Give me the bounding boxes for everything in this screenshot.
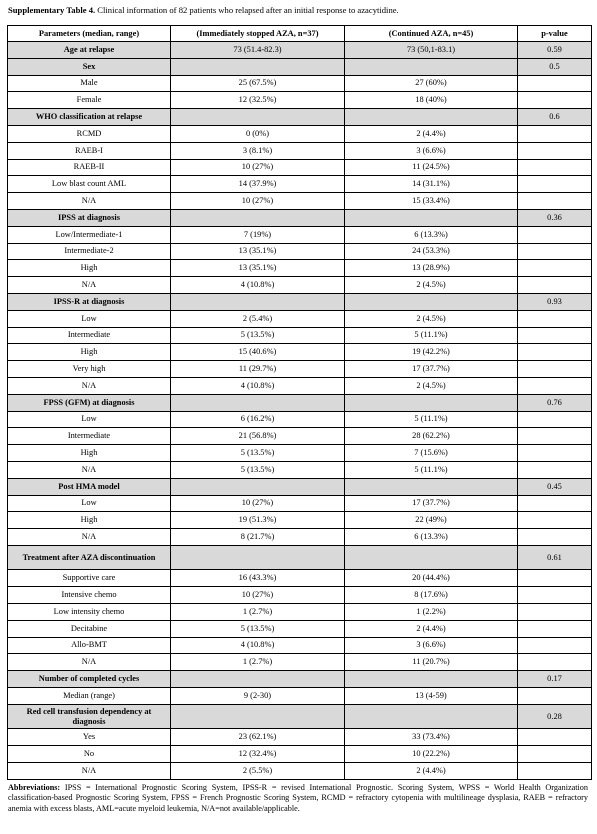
p-value-cell xyxy=(518,445,592,462)
p-value-cell xyxy=(518,620,592,637)
parameter-cell: Low xyxy=(8,411,171,428)
table-row xyxy=(8,461,592,478)
table-row xyxy=(8,411,592,428)
table-row xyxy=(8,428,592,445)
p-value-cell: 0.93 xyxy=(518,293,592,310)
parameter-cell: Intermediate-2 xyxy=(8,243,171,260)
table-header-row xyxy=(8,26,592,42)
parameter-cell: Median (range) xyxy=(8,687,171,704)
continued-aza-cell: 2 (4.4%) xyxy=(345,125,518,142)
parameter-cell: Intensive chemo xyxy=(8,587,171,604)
parameter-cell: Allo-BMT xyxy=(8,637,171,654)
parameter-cell: High xyxy=(8,445,171,462)
stopped-aza-cell: 13 (35.1%) xyxy=(171,260,345,277)
stopped-aza-cell: 4 (10.8%) xyxy=(171,277,345,294)
p-value-cell: 0.45 xyxy=(518,478,592,495)
p-value-cell xyxy=(518,512,592,529)
continued-aza-cell: 11 (24.5%) xyxy=(345,159,518,176)
parameter-cell: High xyxy=(8,260,171,277)
stopped-aza-cell: 0 (0%) xyxy=(171,125,345,142)
abbreviations-note xyxy=(8,783,588,814)
p-value-cell xyxy=(518,344,592,361)
parameter-cell: RAEB-I xyxy=(8,142,171,159)
stopped-aza-cell: 3 (8.1%) xyxy=(171,142,345,159)
parameter-cell: N/A xyxy=(8,654,171,671)
parameter-cell: RCMD xyxy=(8,125,171,142)
table-row xyxy=(8,142,592,159)
section-row xyxy=(8,545,592,570)
continued-aza-cell xyxy=(345,58,518,75)
p-value-cell xyxy=(518,604,592,621)
p-value-cell xyxy=(518,461,592,478)
p-value-cell: 0.36 xyxy=(518,209,592,226)
section-row xyxy=(8,209,592,226)
p-value-cell xyxy=(518,495,592,512)
p-value-cell xyxy=(518,142,592,159)
stopped-aza-cell: 1 (2.7%) xyxy=(171,654,345,671)
parameter-cell: Post HMA model xyxy=(8,478,171,495)
parameter-cell: Male xyxy=(8,75,171,92)
p-value-cell xyxy=(518,762,592,779)
continued-aza-cell xyxy=(345,478,518,495)
p-value-cell xyxy=(518,746,592,763)
header-continued-aza: (Continued AZA, n=45) xyxy=(345,26,518,42)
parameter-cell: N/A xyxy=(8,762,171,779)
continued-aza-cell: 17 (37.7%) xyxy=(345,361,518,378)
p-value-cell xyxy=(518,687,592,704)
header-stopped-aza: (Immediately stopped AZA, n=37) xyxy=(171,26,345,42)
parameter-cell: Low blast count AML xyxy=(8,176,171,193)
table-row xyxy=(8,570,592,587)
p-value-cell xyxy=(518,176,592,193)
stopped-aza-cell: 14 (37.9%) xyxy=(171,176,345,193)
abbreviations-text: IPSS = International Prognostic Scoring System, IPSS-R = revised International Prognostic. Scoring System, WPSS = World Health Organization classification-based Prognostic Scoring System, FPSS = French Prognostic Scoring System, RCMD = refractory cytopenia with multilineage dysplasia, RAEB = refractory anemia with excess blasts, AML=acute myeloid leukemia, N/A=not available/applicable. xyxy=(8,783,588,813)
section-row xyxy=(8,293,592,310)
continued-aza-cell: 2 (4.5%) xyxy=(345,310,518,327)
stopped-aza-cell xyxy=(171,109,345,126)
stopped-aza-cell: 9 (2-30) xyxy=(171,687,345,704)
continued-aza-cell: 18 (40%) xyxy=(345,92,518,109)
table-row xyxy=(8,277,592,294)
table-row xyxy=(8,327,592,344)
stopped-aza-cell: 8 (21.7%) xyxy=(171,529,345,546)
parameter-cell: Red cell transfusion dependency at diagnosis xyxy=(8,704,171,729)
p-value-cell xyxy=(518,327,592,344)
table-row xyxy=(8,361,592,378)
p-value-cell: 0.59 xyxy=(518,42,592,59)
continued-aza-cell xyxy=(345,545,518,570)
p-value-cell xyxy=(518,226,592,243)
table-row xyxy=(8,125,592,142)
parameter-cell: Intermediate xyxy=(8,327,171,344)
table-row xyxy=(8,193,592,210)
table-row xyxy=(8,243,592,260)
stopped-aza-cell xyxy=(171,704,345,729)
p-value-cell xyxy=(518,529,592,546)
parameter-cell: FPSS (GFM) at diagnosis xyxy=(8,394,171,411)
table-row xyxy=(8,310,592,327)
continued-aza-cell: 13 (28.9%) xyxy=(345,260,518,277)
continued-aza-cell: 7 (15.6%) xyxy=(345,445,518,462)
stopped-aza-cell xyxy=(171,58,345,75)
parameter-cell: WHO classification at relapse xyxy=(8,109,171,126)
stopped-aza-cell: 4 (10.8%) xyxy=(171,637,345,654)
p-value-cell xyxy=(518,377,592,394)
continued-aza-cell: 3 (6.6%) xyxy=(345,142,518,159)
parameter-cell: Low/Intermediate-1 xyxy=(8,226,171,243)
section-row xyxy=(8,704,592,729)
parameter-cell: N/A xyxy=(8,193,171,210)
stopped-aza-cell: 5 (13.5%) xyxy=(171,327,345,344)
p-value-cell xyxy=(518,193,592,210)
p-value-cell xyxy=(518,428,592,445)
p-value-cell xyxy=(518,277,592,294)
continued-aza-cell: 2 (4.5%) xyxy=(345,277,518,294)
p-value-cell xyxy=(518,729,592,746)
p-value-cell: 0.17 xyxy=(518,671,592,688)
continued-aza-cell: 17 (37.7%) xyxy=(345,495,518,512)
continued-aza-cell: 19 (42.2%) xyxy=(345,344,518,361)
continued-aza-cell: 27 (60%) xyxy=(345,75,518,92)
parameter-cell: N/A xyxy=(8,461,171,478)
parameter-cell: Supportive care xyxy=(8,570,171,587)
stopped-aza-cell xyxy=(171,209,345,226)
continued-aza-cell xyxy=(345,704,518,729)
parameter-cell: IPSS-R at diagnosis xyxy=(8,293,171,310)
stopped-aza-cell: 10 (27%) xyxy=(171,587,345,604)
p-value-cell xyxy=(518,411,592,428)
header-p-value: p-value xyxy=(518,26,592,42)
continued-aza-cell: 2 (4.4%) xyxy=(345,762,518,779)
stopped-aza-cell: 5 (13.5%) xyxy=(171,445,345,462)
parameter-cell: Intermediate xyxy=(8,428,171,445)
table-row xyxy=(8,92,592,109)
table-row xyxy=(8,377,592,394)
p-value-cell xyxy=(518,125,592,142)
parameter-cell: Decitabine xyxy=(8,620,171,637)
section-row xyxy=(8,478,592,495)
section-row xyxy=(8,109,592,126)
stopped-aza-cell: 19 (51.3%) xyxy=(171,512,345,529)
p-value-cell xyxy=(518,310,592,327)
p-value-cell xyxy=(518,260,592,277)
continued-aza-cell xyxy=(345,293,518,310)
stopped-aza-cell: 2 (5.4%) xyxy=(171,310,345,327)
table-row xyxy=(8,529,592,546)
p-value-cell xyxy=(518,587,592,604)
table-row xyxy=(8,687,592,704)
table-row xyxy=(8,344,592,361)
section-row xyxy=(8,42,592,59)
stopped-aza-cell: 10 (27%) xyxy=(171,495,345,512)
clinical-info-table xyxy=(7,25,592,780)
p-value-cell xyxy=(518,637,592,654)
continued-aza-cell: 2 (4.5%) xyxy=(345,377,518,394)
continued-aza-cell: 20 (44.4%) xyxy=(345,570,518,587)
continued-aza-cell: 13 (4-59) xyxy=(345,687,518,704)
table-row xyxy=(8,512,592,529)
stopped-aza-cell: 2 (5.5%) xyxy=(171,762,345,779)
continued-aza-cell: 5 (11.1%) xyxy=(345,411,518,428)
p-value-cell: 0.76 xyxy=(518,394,592,411)
table-row xyxy=(8,637,592,654)
stopped-aza-cell: 12 (32.4%) xyxy=(171,746,345,763)
parameter-cell: Yes xyxy=(8,729,171,746)
continued-aza-cell xyxy=(345,209,518,226)
continued-aza-cell: 2 (4.4%) xyxy=(345,620,518,637)
p-value-cell xyxy=(518,570,592,587)
table-row xyxy=(8,762,592,779)
parameter-cell: RAEB-II xyxy=(8,159,171,176)
parameter-cell: No xyxy=(8,746,171,763)
stopped-aza-cell: 5 (13.5%) xyxy=(171,461,345,478)
p-value-cell: 0.28 xyxy=(518,704,592,729)
stopped-aza-cell: 23 (62.1%) xyxy=(171,729,345,746)
parameter-cell: N/A xyxy=(8,377,171,394)
continued-aza-cell: 6 (13.3%) xyxy=(345,529,518,546)
stopped-aza-cell xyxy=(171,545,345,570)
stopped-aza-cell: 7 (19%) xyxy=(171,226,345,243)
table-row xyxy=(8,495,592,512)
parameter-cell: Low xyxy=(8,495,171,512)
continued-aza-cell: 8 (17.6%) xyxy=(345,587,518,604)
parameter-cell: High xyxy=(8,512,171,529)
parameter-cell: Female xyxy=(8,92,171,109)
stopped-aza-cell: 16 (43.3%) xyxy=(171,570,345,587)
table-row xyxy=(8,746,592,763)
section-row xyxy=(8,58,592,75)
stopped-aza-cell: 11 (29.7%) xyxy=(171,361,345,378)
stopped-aza-cell: 10 (27%) xyxy=(171,193,345,210)
continued-aza-cell: 3 (6.6%) xyxy=(345,637,518,654)
parameter-cell: Very high xyxy=(8,361,171,378)
continued-aza-cell: 24 (53.3%) xyxy=(345,243,518,260)
parameter-cell: N/A xyxy=(8,529,171,546)
table-row xyxy=(8,75,592,92)
continued-aza-cell xyxy=(345,109,518,126)
stopped-aza-cell: 73 (51.4-82.3) xyxy=(171,42,345,59)
table-row xyxy=(8,604,592,621)
p-value-cell xyxy=(518,75,592,92)
continued-aza-cell: 10 (22.2%) xyxy=(345,746,518,763)
continued-aza-cell xyxy=(345,671,518,688)
p-value-cell xyxy=(518,243,592,260)
section-row xyxy=(8,671,592,688)
p-value-cell: 0.61 xyxy=(518,545,592,570)
p-value-cell: 0.6 xyxy=(518,109,592,126)
stopped-aza-cell xyxy=(171,293,345,310)
continued-aza-cell: 33 (73.4%) xyxy=(345,729,518,746)
continued-aza-cell xyxy=(345,394,518,411)
p-value-cell xyxy=(518,361,592,378)
parameter-cell: Treatment after AZA discontinuation xyxy=(8,545,171,570)
stopped-aza-cell xyxy=(171,394,345,411)
table-row xyxy=(8,445,592,462)
continued-aza-cell: 11 (20.7%) xyxy=(345,654,518,671)
table-row xyxy=(8,620,592,637)
continued-aza-cell: 73 (50,1-83.1) xyxy=(345,42,518,59)
stopped-aza-cell xyxy=(171,671,345,688)
header-parameters: Parameters (median, range) xyxy=(8,26,171,42)
stopped-aza-cell: 6 (16.2%) xyxy=(171,411,345,428)
stopped-aza-cell: 25 (67.5%) xyxy=(171,75,345,92)
continued-aza-cell: 14 (31.1%) xyxy=(345,176,518,193)
table-row xyxy=(8,654,592,671)
continued-aza-cell: 22 (49%) xyxy=(345,512,518,529)
parameter-cell: IPSS at diagnosis xyxy=(8,209,171,226)
table-row xyxy=(8,260,592,277)
parameter-cell: Low intensity chemo xyxy=(8,604,171,621)
table-row xyxy=(8,176,592,193)
table-caption xyxy=(8,5,399,16)
section-row xyxy=(8,394,592,411)
p-value-cell xyxy=(518,92,592,109)
p-value-cell xyxy=(518,159,592,176)
parameter-cell: Low xyxy=(8,310,171,327)
caption-text: Clinical information of 82 patients who relapsed after an initial response to azacytidine. xyxy=(95,5,399,15)
table-row xyxy=(8,159,592,176)
stopped-aza-cell: 4 (10.8%) xyxy=(171,377,345,394)
p-value-cell xyxy=(518,654,592,671)
parameter-cell: High xyxy=(8,344,171,361)
stopped-aza-cell: 10 (27%) xyxy=(171,159,345,176)
continued-aza-cell: 1 (2.2%) xyxy=(345,604,518,621)
stopped-aza-cell: 15 (40.6%) xyxy=(171,344,345,361)
stopped-aza-cell: 21 (56.8%) xyxy=(171,428,345,445)
stopped-aza-cell: 12 (32.5%) xyxy=(171,92,345,109)
continued-aza-cell: 6 (13.3%) xyxy=(345,226,518,243)
parameter-cell: Age at relapse xyxy=(8,42,171,59)
caption-label: Supplementary Table 4. xyxy=(8,5,96,15)
table-row xyxy=(8,226,592,243)
stopped-aza-cell: 1 (2.7%) xyxy=(171,604,345,621)
stopped-aza-cell xyxy=(171,478,345,495)
p-value-cell: 0.5 xyxy=(518,58,592,75)
parameter-cell: Sex xyxy=(8,58,171,75)
stopped-aza-cell: 5 (13.5%) xyxy=(171,620,345,637)
parameter-cell: N/A xyxy=(8,277,171,294)
continued-aza-cell: 5 (11.1%) xyxy=(345,461,518,478)
continued-aza-cell: 5 (11.1%) xyxy=(345,327,518,344)
table-row xyxy=(8,587,592,604)
table-row xyxy=(8,729,592,746)
abbreviations-label: Abbreviations: xyxy=(8,783,61,792)
parameter-cell: Number of completed cycles xyxy=(8,671,171,688)
stopped-aza-cell: 13 (35.1%) xyxy=(171,243,345,260)
continued-aza-cell: 15 (33.4%) xyxy=(345,193,518,210)
continued-aza-cell: 28 (62.2%) xyxy=(345,428,518,445)
